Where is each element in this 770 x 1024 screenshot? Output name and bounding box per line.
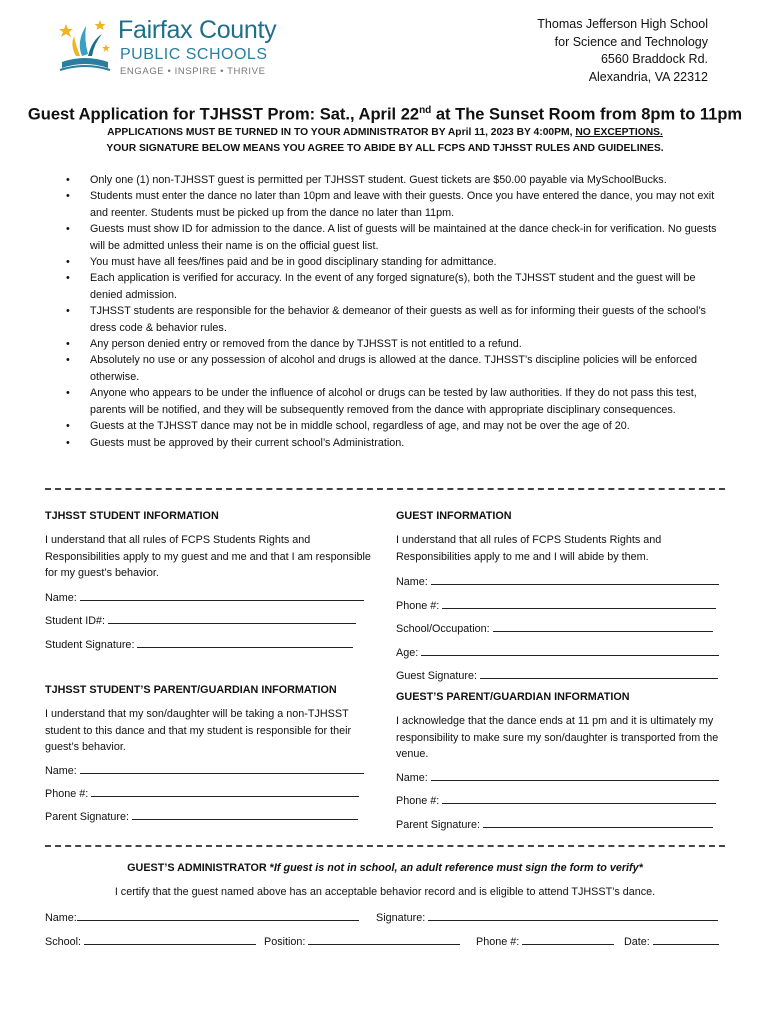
rule-text: Each application is verified for accuracy. In the event of any forged signature(s), both the TJHSST student and the guest will be denied admission. [90, 272, 696, 301]
rule-text: Students must enter the dance no later than 10pm and leave with their guests. Once you have entered the dance, you may not exit and reenter. Students must be picked up from the dance no later than 11pm. [90, 190, 715, 219]
rule-item [48, 385, 728, 418]
bullet-icon: • [66, 436, 70, 449]
blank-line [108, 613, 356, 624]
fcps-logo [56, 14, 296, 80]
blank-line [77, 910, 359, 921]
title-superscript: nd [419, 105, 432, 116]
logo-name: Fairfax County [118, 16, 277, 44]
title-text-2: at The Sunset Room from 8pm to 11pm [431, 105, 743, 124]
bullet-icon: • [66, 223, 70, 236]
rule-item [48, 336, 728, 352]
blank-line [493, 621, 713, 632]
field-label: Parent Signature: [45, 811, 130, 823]
guest-parent-heading: GUEST’S PARENT/GUARDIAN INFORMATION [396, 691, 630, 703]
blank-line [421, 645, 719, 656]
bullet-icon: • [66, 338, 70, 351]
field-label: Phone #: [396, 600, 440, 612]
rule-text: TJHSST students are responsible for the behavior & demeanor of their guests as well as for informing their guests of the school’s dress code & behavior rules. [90, 305, 706, 334]
rule-text: Guests must be approved by their current school’s Administration. [90, 436, 405, 449]
field-label: School: [45, 936, 82, 948]
guest-signature-field[interactable] [396, 668, 718, 682]
admin-date-field[interactable] [624, 934, 719, 948]
guest-parent-name-field[interactable] [396, 770, 719, 784]
rule-item [48, 188, 728, 221]
admin-phone-field[interactable] [476, 934, 614, 948]
field-label: Student ID#: [45, 615, 106, 627]
dashed-divider [45, 488, 725, 490]
field-label: Phone #: [45, 788, 89, 800]
school-line: Alexandria, VA 22312 [588, 69, 708, 84]
deadline-notice [0, 127, 770, 138]
guest-parent-signature-field[interactable] [396, 817, 713, 831]
guest-school-field[interactable] [396, 621, 713, 635]
guest-name-field[interactable] [396, 574, 719, 588]
guest-statement: I understand that all rules of FCPS Students Rights and Responsibilities apply to me and I will abide by them. [396, 534, 662, 563]
student-parent-heading: TJHSST STUDENT’S PARENT/GUARDIAN INFORMATION [45, 684, 337, 696]
admin-certify-text: I certify that the guest named above has an acceptable behavior record and is eligible to attend TJHSST’s dance. [114, 886, 656, 898]
blank-line [442, 598, 716, 609]
rule-text: You must have all fees/fines paid and be in good disciplinary standing for admittance. [90, 256, 497, 269]
field-label: Name: [45, 765, 77, 777]
field-label: Name: [45, 592, 77, 604]
rule-text: Guests must show ID for admission to the dance. A list of guests will be maintained at the dance check-in for verification. No guests will be admitted unless their name is on the official guest list. [90, 223, 717, 252]
blank-line [80, 763, 364, 774]
blank-line [91, 786, 359, 797]
bullet-icon: • [66, 272, 70, 285]
blank-line [480, 668, 718, 679]
bullet-icon: • [66, 190, 70, 203]
blank-line [84, 934, 256, 945]
blank-line [522, 934, 614, 945]
school-line: 6560 Braddock Rd. [600, 52, 708, 66]
student-name-field[interactable] [45, 590, 364, 604]
field-label: Age: [396, 647, 419, 659]
bullet-icon: • [66, 420, 70, 433]
student-parent-signature-field[interactable] [45, 809, 358, 823]
student-info-heading: TJHSST STUDENT INFORMATION [45, 510, 219, 522]
field-label: Guest Signature: [396, 670, 478, 682]
rule-item [48, 254, 728, 270]
admin-heading-note: If guest is not in school, an adult reference must sign the form to verify* [273, 862, 643, 874]
field-label: Student Signature: [45, 639, 135, 651]
agreement-notice: YOUR SIGNATURE BELOW MEANS YOU AGREE TO ABIDE BY ALL FCPS AND TJHSST RULES AND GUIDELINES. [106, 143, 664, 154]
blank-line [428, 910, 718, 921]
admin-school-field[interactable] [45, 934, 256, 948]
student-parent-name-field[interactable] [45, 763, 364, 777]
field-label: Phone #: [396, 795, 440, 807]
admin-heading [0, 862, 770, 874]
field-label: Parent Signature: [396, 819, 481, 831]
student-statement: I understand that all rules of FCPS Students Rights and Responsibilities apply to my guest and me and that I am responsible for my guest’s behavior. [45, 534, 371, 580]
logo-subtitle: PUBLIC SCHOOLS [120, 46, 268, 63]
field-label: Name: [396, 772, 428, 784]
rule-text: Guests at the TJHSST dance may not be in middle school, regardless of age, and may not be over the age of 20. [90, 420, 630, 433]
title-text: Guest Application for TJHSST Prom: Sat., April 22 [27, 105, 420, 124]
logo-tagline: ENGAGE • INSPIRE • THRIVE [120, 66, 266, 77]
blank-line [137, 637, 353, 648]
rule-item [48, 172, 728, 188]
field-label: Date: [624, 936, 650, 948]
admin-heading-text: GUEST’S ADMINISTRATOR * [127, 862, 274, 874]
rule-text: Any person denied entry or removed from the dance by TJHSST is not entitled to a refund. [90, 338, 522, 351]
student-id-field[interactable] [45, 613, 356, 627]
rule-item [48, 418, 728, 434]
rule-item [48, 435, 728, 451]
school-line: Thomas Jefferson High School [537, 17, 708, 31]
field-label: School/Occupation: [396, 623, 490, 635]
bullet-icon: • [66, 305, 70, 318]
blank-line [442, 793, 716, 804]
blank-line [80, 590, 364, 601]
field-label: Name: [45, 912, 77, 924]
rule-item [48, 270, 728, 303]
guest-phone-field[interactable] [396, 598, 716, 612]
rule-text: Only one (1) non-TJHSST guest is permitted per TJHSST student. Guest tickets are $50.00 payable via MySchoolBucks. [90, 174, 667, 186]
blank-line [132, 809, 358, 820]
student-signature-field[interactable] [45, 637, 353, 651]
rule-text: Anyone who appears to be under the influence of alcohol or drugs can be tested by law authorities. If they do not pass this test, parents will be notified, and they will be subsequently removed from the dance with appropriate disciplinary consequences. [90, 387, 697, 416]
field-label: Signature: [376, 912, 426, 924]
rule-item [48, 352, 728, 385]
logo-emblem-icon [56, 16, 114, 76]
rule-item [48, 221, 728, 254]
student-parent-statement: I understand that my son/daughter will be taking a non-TJHSST student to this dance and that my student is responsible for their guest’s behavior. [45, 708, 352, 754]
bullet-icon: • [66, 354, 70, 367]
rule-item [48, 303, 728, 336]
page-title [0, 105, 770, 125]
bullet-icon: • [66, 174, 70, 186]
admin-position-field[interactable] [264, 934, 460, 948]
field-label: Position: [264, 936, 306, 948]
no-exceptions-text: NO EXCEPTIONS. [575, 127, 663, 138]
deadline-text: APPLICATIONS MUST BE TURNED IN TO YOUR ADMINISTRATOR BY April 11, 2023 BY 4:00PM, [107, 127, 576, 138]
student-parent-phone-field[interactable] [45, 786, 359, 800]
rule-text: Absolutely no use or any possession of alcohol and drugs is allowed at the dance. TJHSST’s discipline policies will be enforced otherwise. [90, 354, 697, 383]
admin-signature-field[interactable] [376, 910, 718, 924]
blank-line [431, 574, 719, 585]
field-label: Name: [396, 576, 428, 588]
blank-line [431, 770, 719, 781]
blank-line [483, 817, 713, 828]
bullet-icon: • [66, 387, 70, 400]
school-address [537, 16, 708, 86]
guest-parent-phone-field[interactable] [396, 793, 716, 807]
bullet-icon: • [66, 256, 70, 269]
school-line: for Science and Technology [554, 34, 708, 49]
guest-age-field[interactable] [396, 645, 719, 659]
rules-list [48, 172, 728, 451]
guest-parent-statement: I acknowledge that the dance ends at 11 pm and it is ultimately my responsibility to make sure my son/daughter is transported from the venue. [396, 715, 719, 761]
blank-line [308, 934, 460, 945]
field-label: Phone #: [476, 936, 520, 948]
guest-info-heading: GUEST INFORMATION [396, 510, 512, 522]
admin-name-field[interactable] [45, 910, 359, 924]
dashed-divider [45, 845, 725, 847]
blank-line [653, 934, 719, 945]
